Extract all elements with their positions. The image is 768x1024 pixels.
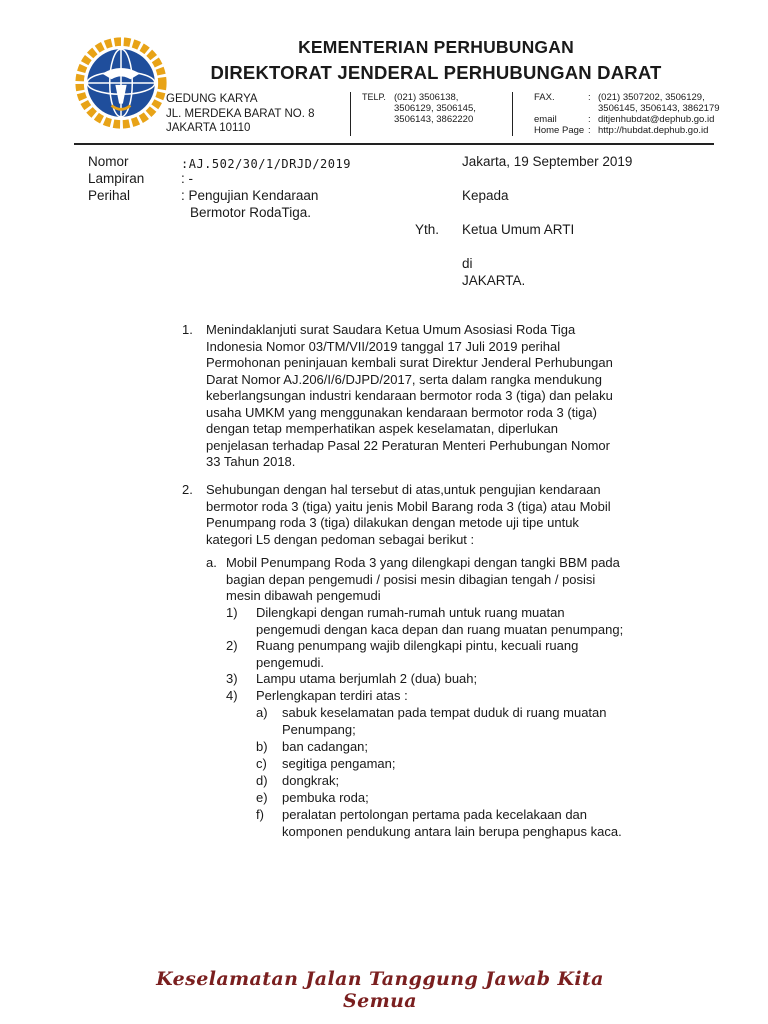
homepage-link[interactable]: http://hubdat.dephub.go.id [598,125,709,136]
contact-row [534,103,748,114]
equipment-letter: f) [256,807,264,822]
contact-row [534,125,748,136]
recipient-city: JAKARTA. [462,273,526,288]
equipment-letter: e) [256,790,268,805]
telp-line: (021) 3506138, [394,92,459,103]
address-line: GEDUNG KARYA [166,93,258,105]
perihal-value: : Pengujian Kendaraan [181,188,319,203]
paragraph-1 [206,322,698,471]
text-line: bagian depan pengemudi / posisi mesin dibagian tengah / posisi [226,571,596,587]
telp-label: TELP. [362,92,386,102]
subitem [256,671,698,688]
office-address [166,92,314,136]
perihal-label: Perihal [88,188,131,203]
text-line: Penumpang; [282,721,356,737]
equipment-letter: b) [256,739,268,754]
footer-motto: Keselamatan Jalan Tanggung Jawab Kita Semua [156,968,604,1012]
contact-colon [588,103,598,114]
ministry-name: KEMENTERIAN PERHUBUNGAN [298,37,574,57]
text-line: pembuka roda; [282,790,369,805]
text-line: Permohonan peninjauan kembali surat Direktur Jenderal Perhubungan [206,355,613,370]
text-line: keberlangsungan industri kendaraan bermotor roda 3 (tiga) dan pelaku [206,388,613,403]
text-line: 33 Tahun 2018. [206,454,296,469]
telp-numbers [394,92,476,125]
text-line: dengan tetap memperhatikan aspek keselamatan, diperlukan [206,421,558,436]
nomor-label: Nomor [88,154,129,169]
recipient-name: Ketua Umum ARTI [462,222,575,237]
subitem [256,605,698,638]
text-line: usaha UMKM yang menggunakan kendaraan bermotor roda 3 (tiga) [206,404,597,420]
paragraph-2 [206,482,698,548]
paragraph-number: 2. [182,482,193,497]
contact-value: (021) 3507202, 3506129, [598,92,705,103]
text-line: komponen pendukung antara lain berupa penghapus kaca. [282,823,622,839]
contact-colon: : [588,125,591,136]
text-line: kategori L5 dengan pedoman sebagai berikut : [206,531,475,547]
text-line: Penumpang roda 3 (tiga) dilakukan dengan metode uji tipe untuk [206,515,579,530]
text-line: mesin dibawah pengemudi [226,588,381,603]
item-a [226,555,698,605]
text-line: Menindaklanjuti surat Saudara Ketua Umum Asosiasi Roda Tiga [206,322,576,337]
contact-value: 3506145, 3506143, 3862179 [598,103,720,114]
text-line: Perlengkapan terdiri atas : [256,688,408,703]
subitem-number: 1) [226,605,238,620]
perihal-value-cont: Bermotor RodaTiga. [190,205,312,220]
text-line: peralatan pertolongan pertama pada kecelakaan dan [282,807,588,822]
equipment-letter: d) [256,773,268,788]
telp-line: 3506129, 3506145, [394,103,476,114]
subitem-number: 2) [226,638,238,653]
subitem [256,688,698,705]
equipment-letter: a) [256,705,268,720]
header-divider [350,92,351,136]
equipment-item [282,807,698,840]
text-line: Lampu utama berjumlah 2 (dua) buah; [256,671,478,686]
paragraph-number: 1. [182,322,193,337]
ministry-logo-icon [74,36,168,130]
text-line: bermotor roda 3 (tiga) yaitu jenis Mobil Barang roda 3 (tiga) atau Mobil [206,498,611,514]
address-line: JAKARTA 10110 [166,122,251,134]
yth-label: Yth. [415,222,440,237]
subitem-number: 3) [226,671,238,686]
text-line: Indonesia Nomor 03/TM/VII/2019 tanggal 17 Juli 2019 perihal [206,338,561,354]
nomor-value: :AJ.502/30/1/DRJD/2019 [181,157,351,171]
text-line: Sehubungan dengan hal tersebut di atas,untuk pengujian kendaraan [206,482,601,497]
lampiran-label: Lampiran [88,171,145,186]
letter-date: Jakarta, 19 September 2019 [462,154,633,169]
text-line: Mobil Penumpang Roda 3 yang dilengkapi dengan tangki BBM pada [226,555,620,570]
subitem [256,638,698,671]
contact-row [534,114,748,125]
equipment-item [282,739,698,756]
equipment-item [282,773,698,790]
text-line: Ruang penumpang wajib dilengkapi pintu, kecuali ruang [256,638,579,653]
equipment-item [282,705,698,738]
contact-key [534,103,588,114]
kepada-label: Kepada [462,188,509,203]
text-line: pengemudi dengan kaca depan dan ruang muatan penumpang; [256,621,624,637]
letterhead-rule [74,143,714,145]
contact-row [534,92,748,103]
equipment-item [282,756,698,773]
equipment-letter: c) [256,756,267,771]
contact-key: FAX. [534,92,555,103]
contact-colon: : [588,114,591,125]
text-line: Dilengkapi dengan rumah-rumah untuk ruang muatan [256,605,565,620]
lampiran-value: : - [181,171,193,186]
text-line: dongkrak; [282,773,340,788]
contact-key: email [534,114,557,125]
text-line: pengemudi. [256,654,324,670]
address-line: JL. MERDEKA BARAT NO. 8 [166,107,315,120]
text-line: penjelasan terhadap Pasal 22 Peraturan Menteri Perhubungan Nomor [206,437,610,453]
text-line: sabuk keselamatan pada tempat duduk di ruang muatan [282,705,607,720]
contact-colon: : [588,92,591,103]
header-divider [512,92,513,136]
email-link[interactable]: ditjenhubdat@dephub.go.id [598,114,715,125]
di-label: di [462,256,473,271]
subitem-number: 4) [226,688,238,703]
directorate-name: DIREKTORAT JENDERAL PERHUBUNGAN DARAT [210,62,662,83]
telp-line: 3506143, 3862220 [394,114,474,125]
equipment-item [282,790,698,807]
text-line: Darat Nomor AJ.206/I/6/DJPD/2017, serta dalam rangka mendukung [206,371,602,387]
item-letter: a. [206,555,217,570]
contact-key: Home Page [534,125,585,136]
text-line: segitiga pengaman; [282,756,396,771]
text-line: ban cadangan; [282,739,369,754]
contact-info [534,92,748,136]
